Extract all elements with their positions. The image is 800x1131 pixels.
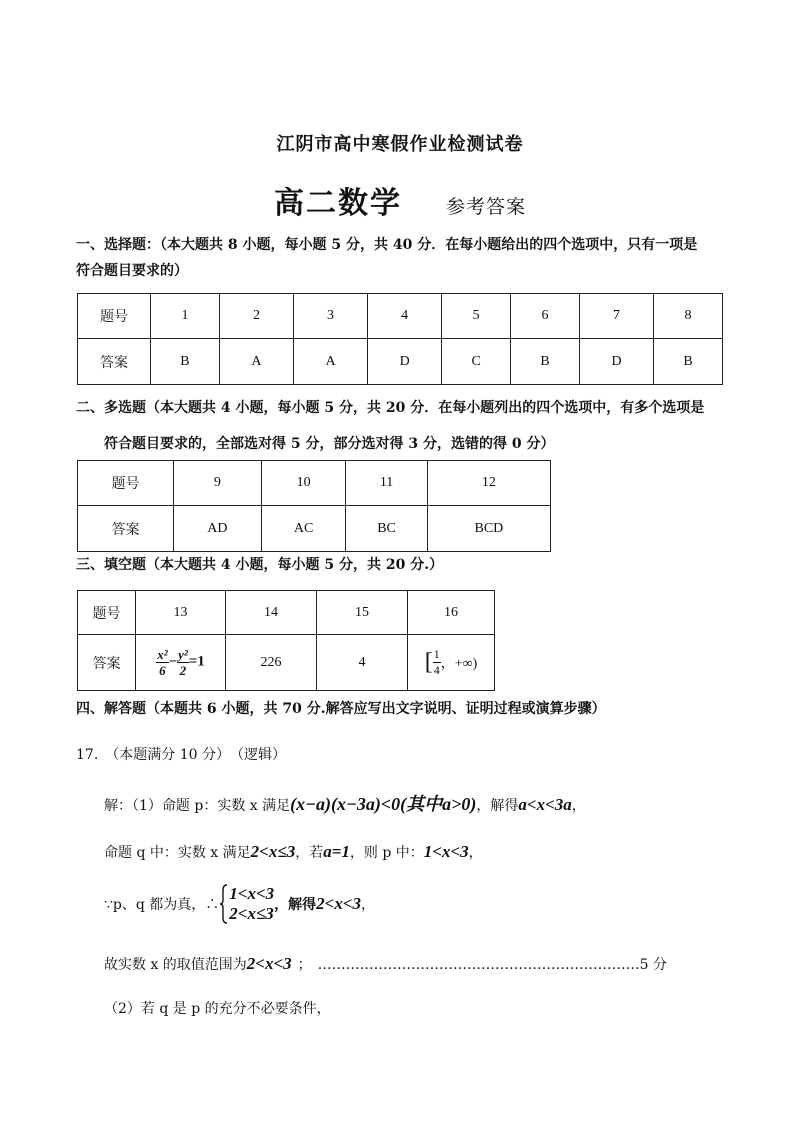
question-number: 2: [219, 294, 293, 339]
table-row: [78, 635, 495, 691]
question-number: 6: [511, 294, 580, 339]
question-number: 7: [579, 294, 653, 339]
line-text: 解：（1）命题 p：实数 x 满足: [104, 798, 291, 814]
answer-cell: B: [511, 339, 580, 385]
answer-cell: D: [579, 339, 653, 385]
inequality-result: 2<x<3: [316, 894, 362, 913]
fraction-denominator: 4: [433, 663, 440, 677]
parameter-value: a=1: [323, 842, 350, 861]
question-number: 16: [408, 591, 495, 635]
document-title: 江阴市高中寒假作业检测试卷: [276, 134, 524, 155]
answer-key-label: 参考答案: [445, 196, 526, 218]
minus-sign: −: [168, 654, 178, 670]
question-number: 1: [151, 294, 220, 339]
line-text: ，若: [295, 845, 324, 861]
system-lines: [229, 884, 274, 924]
question-number: 9: [174, 461, 262, 506]
answer-cell: D: [368, 339, 442, 385]
row-label: 题号: [78, 294, 151, 339]
line-text: ，则 p 中：: [349, 845, 424, 861]
answer-cell-14: 226: [226, 635, 317, 691]
interval-rest: ，+∞): [440, 656, 478, 672]
bracket-open: [: [424, 649, 433, 675]
line-text: ，: [571, 798, 586, 814]
table-row: [78, 294, 723, 339]
section3-heading: 三、填空题（本大题共 4 小题，每小题 5 分，共 20 分.）: [76, 557, 444, 573]
section2-heading-line1: 二、多选题（本大题共 4 小题，每小题 5 分，共 20 分．在每小题列出的四个选项中，有多个选项是: [76, 400, 705, 416]
answer-cell: C: [442, 339, 511, 385]
question-number: 15: [317, 591, 408, 635]
line-text: ，解得: [476, 798, 519, 814]
question-number: 5: [442, 294, 511, 339]
line-text: ；: [297, 957, 312, 973]
fraction-denominator: 2: [179, 663, 187, 678]
score-leader-dots: ……………………………………………………………5 分: [317, 957, 668, 973]
inequality-result: 2<x<3: [246, 954, 292, 973]
problem17-line4: [104, 954, 667, 974]
row-label: 答案: [78, 635, 136, 691]
line-text: 故实数 x 的取值范围为: [104, 957, 247, 973]
question-number: 4: [368, 294, 442, 339]
fraction-one-quarter: [433, 647, 441, 678]
problem17-line5: （2）若 q 是 p 的充分不必要条件，: [104, 1001, 331, 1017]
section2-heading: [76, 390, 776, 462]
inequality-result: 1<x<3: [423, 842, 469, 861]
section2-heading-line2: 符合题目要求的，全部选对得 5 分，部分选对得 3 分，选错的得 0 分）: [104, 436, 555, 452]
question-number: 13: [136, 591, 226, 635]
system-line-2: 2<x≤3: [229, 904, 274, 923]
answer-cell: A: [219, 339, 293, 385]
question-number: 8: [654, 294, 723, 339]
answer-cell-15: 4: [317, 635, 408, 691]
answer-cell: AD: [174, 506, 262, 552]
line-text: ，: [361, 897, 376, 913]
row-label: 答案: [78, 506, 174, 552]
document-subtitle-line: [0, 178, 800, 222]
question-number: 12: [427, 461, 550, 506]
row-label: 答案: [78, 339, 151, 385]
problem17-line3: [104, 884, 375, 924]
fraction-numerator: x²: [157, 647, 168, 662]
fraction-y2-2: [177, 647, 189, 678]
system-line-1: 1<x<3: [229, 884, 275, 903]
table-row: [78, 339, 723, 385]
problem17-line1: [104, 790, 586, 816]
question-number: 14: [226, 591, 317, 635]
question-number: 3: [293, 294, 367, 339]
section1-heading-line2: 符合题目要求的）: [76, 263, 188, 279]
fraction-denominator: 6: [159, 663, 166, 678]
line-text: 命题 q 中：实数 x 满足: [104, 845, 251, 861]
row-label: 题号: [78, 461, 174, 506]
question-number: 11: [346, 461, 427, 506]
inequality-expression: 2<x≤3: [250, 842, 296, 861]
answer-cell: BCD: [427, 506, 550, 552]
fraction-numerator: y²: [178, 647, 188, 662]
line-text: ∵p、q 都为真，∴: [104, 897, 220, 913]
answer-cell-13: [136, 635, 226, 691]
section1-answer-table: [77, 293, 723, 385]
answer-cell: AC: [261, 506, 346, 552]
row-label: 题号: [78, 591, 136, 635]
question-number: 10: [261, 461, 346, 506]
line-text: ，: [468, 845, 483, 861]
answer-cell: B: [654, 339, 723, 385]
left-brace-icon: [219, 884, 229, 924]
section1-heading-line1: 一、选择题：（本大题共 8 小题，每小题 5 分，共 40 分．在每小题给出的四个选项中，只有一项是: [76, 237, 698, 253]
inequality-result: a<x<3a: [518, 795, 572, 814]
problem17-header: 17. （本题满分 10 分） （逻辑）: [76, 747, 286, 763]
section4-heading: 四、解答题（本题共 6 小题，共 70 分.解答应写出文字说明、证明过程或演算步骤）: [76, 701, 606, 717]
section3-answer-table: [77, 590, 495, 691]
answer-cell: BC: [346, 506, 427, 552]
table-row: [78, 506, 551, 552]
problem17-line2: [104, 842, 483, 862]
section1-heading: [76, 232, 776, 284]
fraction-numerator: 1: [433, 647, 440, 661]
subject-title: 高二数学: [273, 186, 402, 221]
line-text: ，解得: [274, 897, 317, 913]
inequality-expression: (x−a)(x−3a)<0(其中a>0): [290, 794, 477, 814]
answer-cell-16: [408, 635, 495, 691]
equals-one: =1: [188, 653, 205, 670]
answer-cell: A: [293, 339, 367, 385]
table-row: [78, 591, 495, 635]
section2-answer-table: [77, 460, 551, 552]
table-row: [78, 461, 551, 506]
fraction-x2-6: [156, 647, 168, 678]
answer-cell: B: [151, 339, 220, 385]
inequality-system: [219, 884, 274, 924]
